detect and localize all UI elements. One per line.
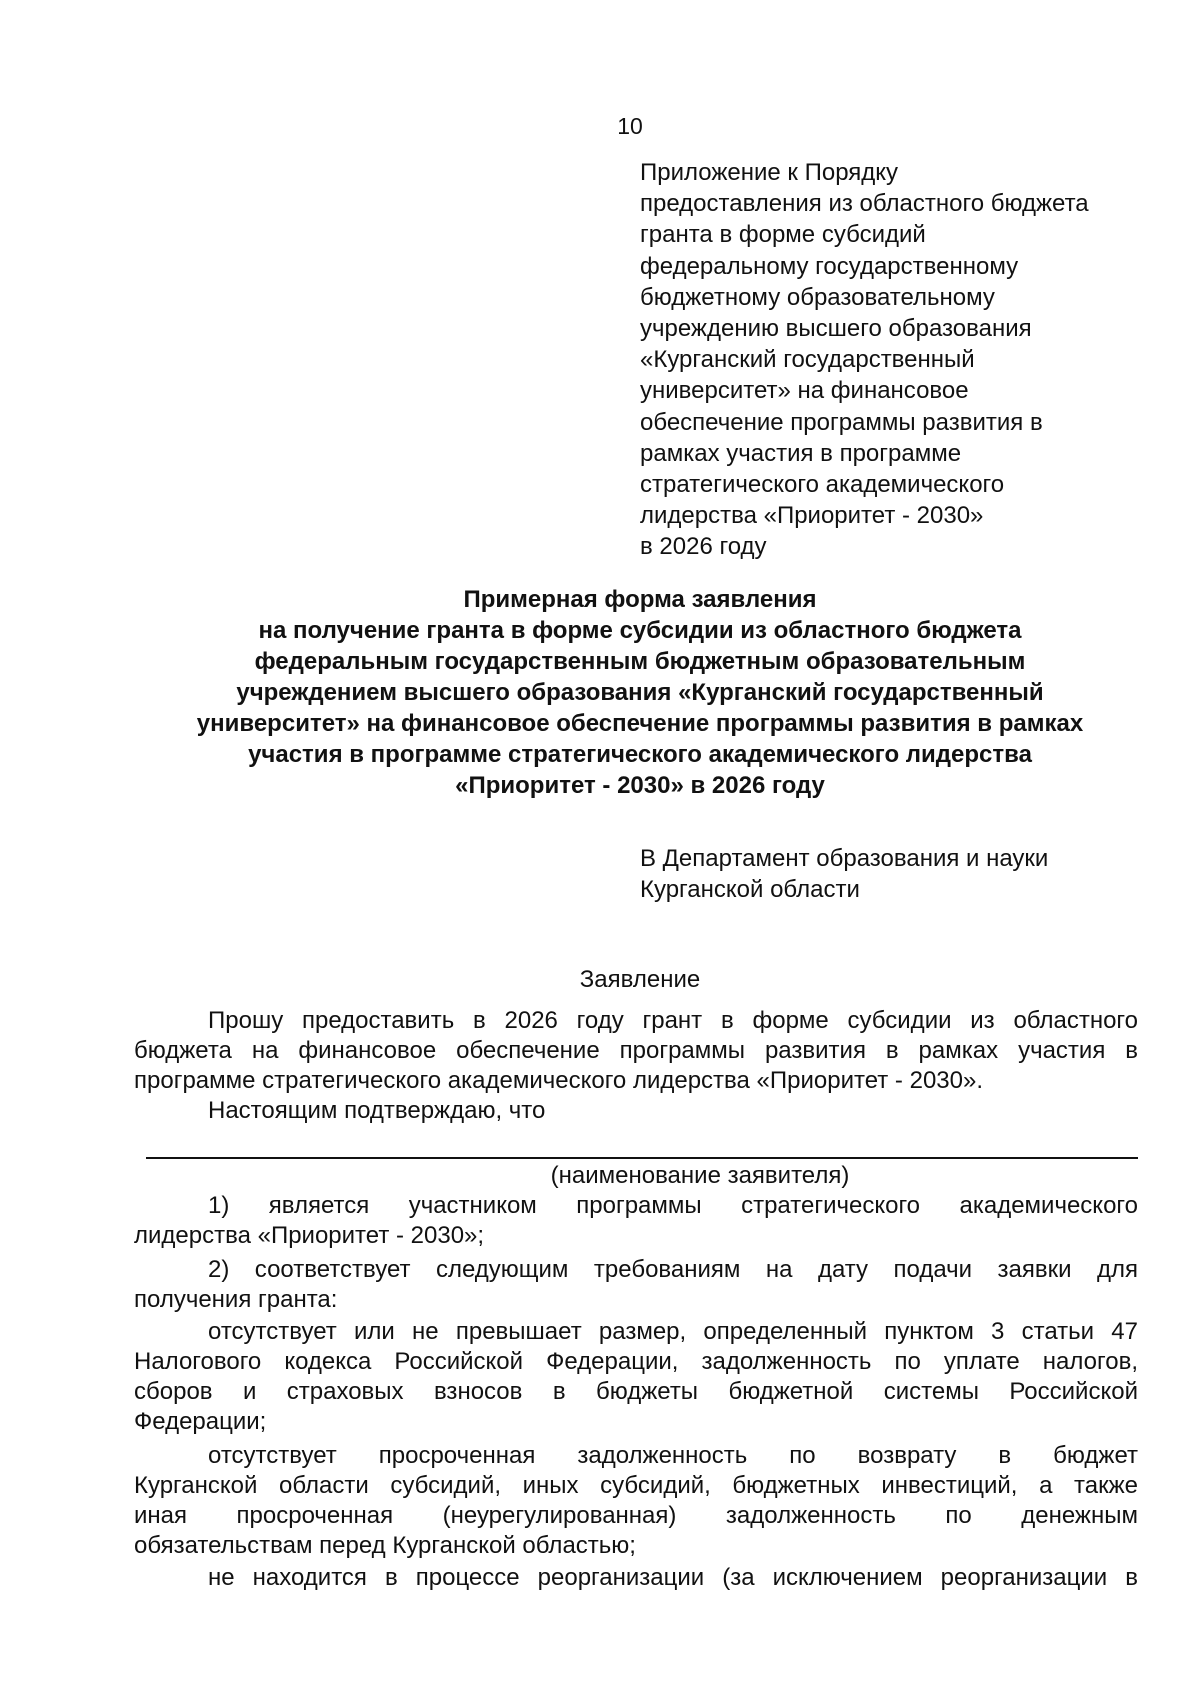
body-line: Курганской области субсидий, иных субсидий, бюджетных инвестиций, а также [134,1472,1138,1499]
body-line: отсутствует или не превышает размер, определенный пунктом 3 статьи 47 [208,1318,1138,1345]
applicant-name-blank-line [146,1157,1138,1159]
statement-heading: Заявление [579,966,701,993]
appendix-line: обеспечение программы развития в [640,408,1043,436]
body-line: Прошу предоставить в 2026 году грант в форме субсидии из областного [208,1007,1138,1034]
body-line: бюджета на финансовое обеспечение программы развития в рамках участия в [134,1037,1138,1064]
body-line: программе стратегического академического лидерства «Приоритет - 2030». [134,1067,983,1094]
body-line: 1) является участником программы стратегического академического [208,1192,1138,1219]
appendix-note [640,157,1160,563]
appendix-line: федеральному государственному [640,252,1019,280]
appendix-line: лидерства «Приоритет - 2030» [640,502,984,530]
addressee-line: Курганской области [640,876,860,903]
body-line: иная просроченная (неурегулированная) задолженность по денежным [134,1502,1138,1529]
addressee-line: В Департамент образования и науки [640,845,1049,872]
appendix-line: «Курганский государственный [640,346,975,374]
form-title-line: Примерная форма заявления [463,586,817,613]
body-line: Федерации; [134,1408,267,1435]
appendix-line: в 2026 году [640,533,767,561]
body-line: Настоящим подтверждаю, что [208,1097,546,1124]
body-line: не находится в процессе реорганизации (за исключением реорганизации в [208,1564,1138,1591]
appendix-line: учреждению высшего образования [640,315,1032,343]
body-line: 2) соответствует следующим требованиям на дату подачи заявки для [208,1256,1138,1283]
addressee [640,843,1160,905]
appendix-line: предоставления из областного бюджета [640,190,1089,218]
body-line: сборов и страховых взносов в бюджеты бюджетной системы Российской [134,1378,1138,1405]
body-line: лидерства «Приоритет - 2030»; [134,1222,485,1249]
form-title-line: «Приоритет - 2030» в 2026 году [455,772,825,799]
body-line: Налогового кодекса Российской Федерации, задолженность по уплате налогов, [134,1348,1138,1375]
appendix-line: университет» на финансовое [640,377,969,405]
page-number: 10 [617,113,643,139]
form-title [100,584,1180,801]
appendix-line: Приложение к Порядку [640,159,899,186]
body-line: обязательствам перед Курганской областью; [134,1532,636,1559]
form-title-line: университет» на финансовое обеспечение программы развития в рамках [196,710,1084,737]
form-title-line: федеральным государственным бюджетным образовательным [254,648,1026,675]
appendix-line: рамках участия в программе [640,439,962,467]
form-title-line: учреждением высшего образования «Курганский государственный [236,679,1044,706]
form-title-line: участия в программе стратегического академического лидерства [248,741,1032,768]
appendix-line: бюджетному образовательному [640,283,995,311]
body-line: отсутствует просроченная задолженность по возврату в бюджет [208,1442,1138,1469]
applicant-name-caption: (наименование заявителя) [550,1162,850,1189]
appendix-line: гранта в форме субсидий [640,221,926,249]
appendix-line: стратегического академического [640,471,1005,499]
body-line: получения гранта: [134,1286,338,1313]
form-title-line: на получение гранта в форме субсидии из областного бюджета [258,617,1022,644]
